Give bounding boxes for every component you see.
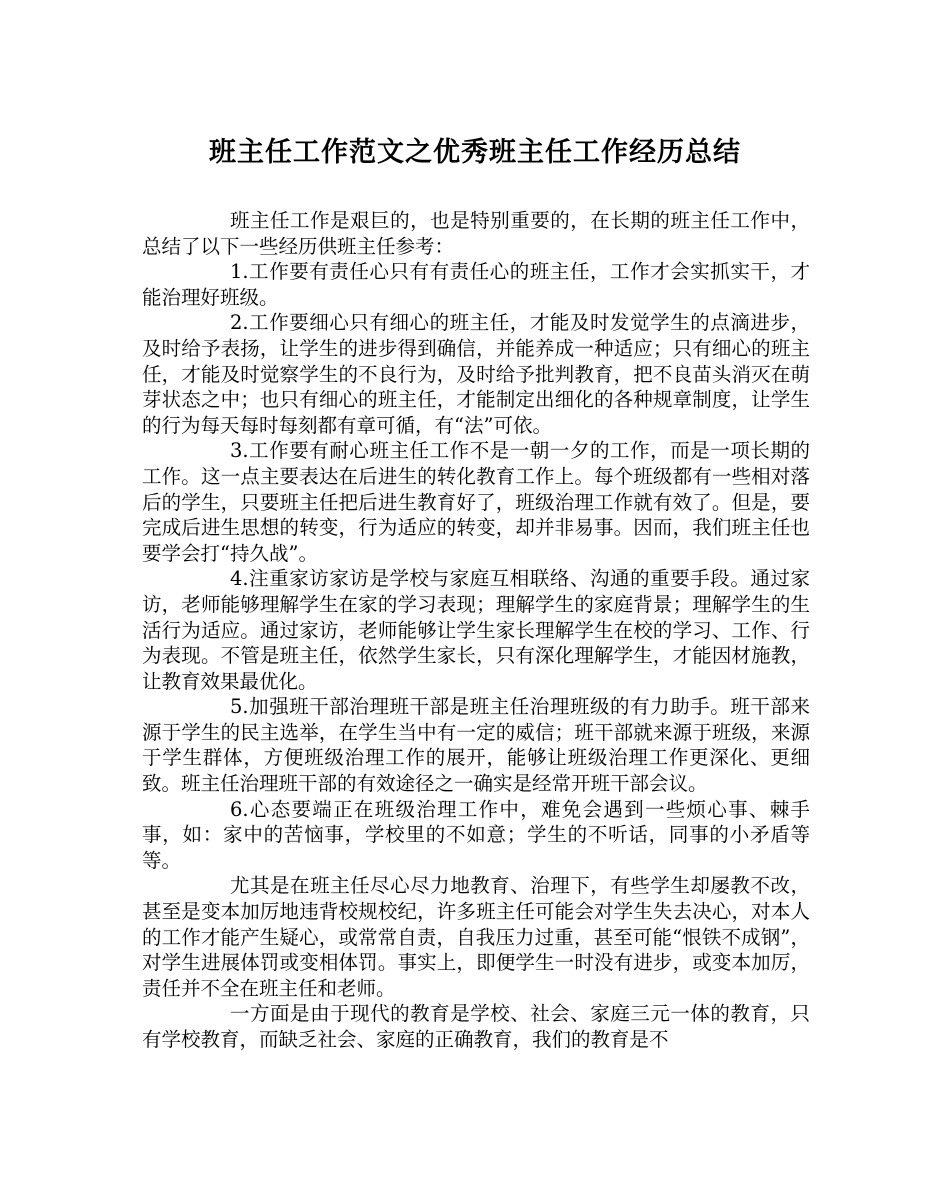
paragraph-mindset: 6.心态要端正在班级治理工作中，难免会遇到一些烦心事、棘手事，如：家中的苦恼事，学校里的不如意；学生的不听话，同事的小矛盾等等。 [142, 797, 810, 872]
document-title: 班主任工作范文之优秀班主任工作经历总结 [209, 137, 741, 168]
paragraph-especially: 尤其是在班主任尽心尽力地教育、治理下，有些学生却屡教不改，甚至是变本加厉地违背校规校纪，许多班主任可能会对学生失去决心，对本人的工作才能产生疑心，或常常自责，自我压力过重，甚至可能“恨铁不成钢”，对学生进展体罚或变相体罚。事实上，即便学生一时没有进步，或变本加厉，责任并不全在班主任和老师。 [142, 874, 810, 1000]
paragraph-on-one-hand: 一方面是由于现代的教育是学校、社会、家庭三元一体的教育，只有学校教育，而缺乏社会、家庭的正确教育，我们的教育是不 [142, 1002, 810, 1051]
paragraph-patience: 3.工作要有耐心班主任工作不是一朝一夕的工作，而是一项长期的工作。这一点主要表达在后进生的转化教育工作上。每个班级都有一些相对落后的学生，只要班主任把后进生教育好了，班级治理工作就有效了。但是，要完成后进生思想的转变，行为适应的转变，却并非易事。因而，我们班主任也要学会打“持久战”。 [142, 439, 810, 565]
paragraph-intro: 班主任工作是艰巨的，也是特别重要的，在长期的班主任工作中，总结了以下一些经历供班主任参考： [142, 209, 810, 258]
paragraph-responsibility: 1.工作要有责任心只有有责任心的班主任，工作才会实抓实干，才能治理好班级。 [142, 260, 810, 309]
document-body [142, 208, 810, 1053]
paragraph-class-cadres: 5.加强班干部治理班干部是班主任治理班级的有力助手。班干部来源于学生的民主选举，在学生当中有一定的威信；班干部就来源于班级，来源于学生群体，方便班级治理工作的展开，能够让班级治理工作更深化、更细致。班主任治理班干部的有效途径之一确实是经常开班干部会议。 [142, 695, 810, 796]
paragraph-carefulness: 2.工作要细心只有细心的班主任，才能及时发觉学生的点滴进步，及时给予表扬，让学生的进步得到确信，并能养成一种适应；只有细心的班主任，才能及时觉察学生的不良行为，及时给予批判教育，把不良苗头消灭在萌芽状态之中；也只有细心的班主任，才能制定出细化的各种规章制度，让学生的行为每天每时每刻都有章可循，有“法”可依。 [142, 311, 810, 437]
paragraph-home-visits: 4.注重家访家访是学校与家庭互相联络、沟通的重要手段。通过家访，老师能够理解学生在家的学习表现；理解学生的家庭背景；理解学生的生活行为适应。通过家访，老师能够让学生家长理解学生在校的学习、工作、行为表现。不管是班主任，依然学生家长，只有深化理解学生，才能因材施教，让教育效果最优化。 [142, 567, 810, 693]
